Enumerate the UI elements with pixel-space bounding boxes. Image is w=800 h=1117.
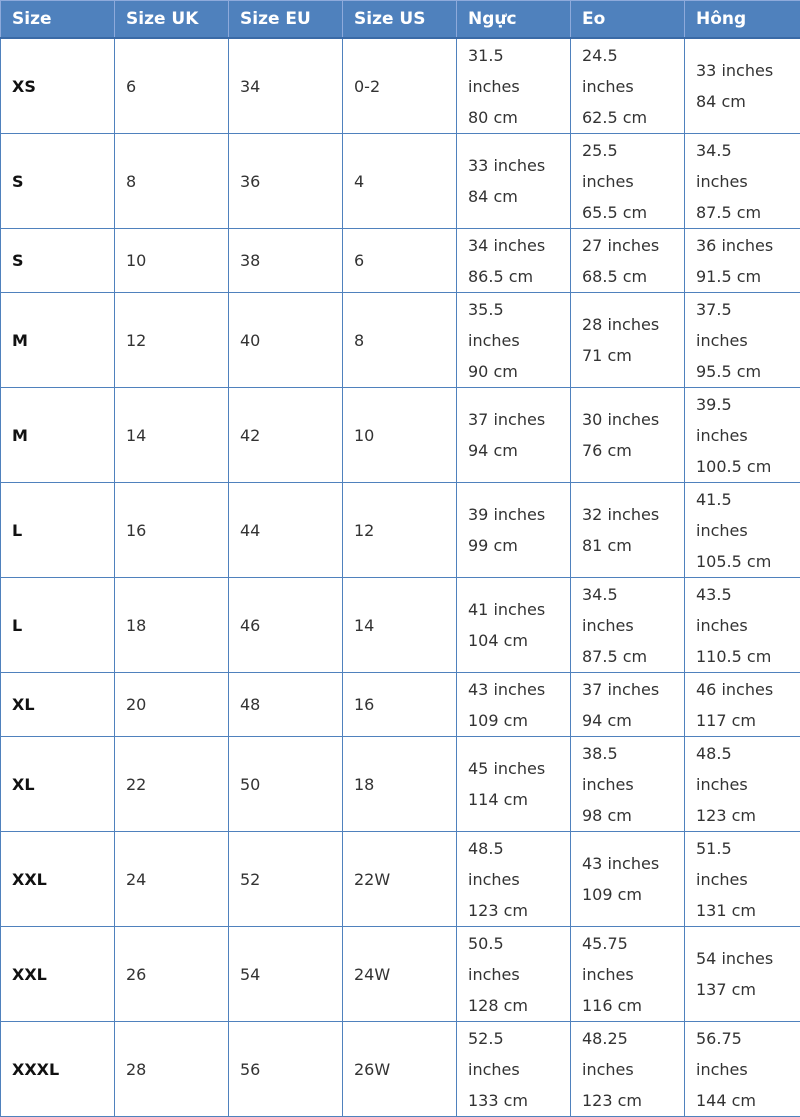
bust-cell [457, 737, 571, 832]
waist-line: 109 cm [582, 879, 684, 910]
size-cell: S [1, 229, 115, 293]
bust-line: 99 cm [468, 530, 570, 561]
size-eu-cell: 42 [229, 388, 343, 483]
hip-line: inches [696, 325, 800, 356]
hip-line: 87.5 cm [696, 197, 800, 228]
waist-line: 65.5 cm [582, 197, 684, 228]
hip-line: 41.5 [696, 484, 800, 515]
hip-cell [685, 388, 800, 483]
size-us-cell: 10 [343, 388, 457, 483]
bust-line: 128 cm [468, 990, 570, 1021]
table-row [1, 673, 800, 737]
hip-line: 39.5 [696, 389, 800, 420]
waist-line: 38.5 [582, 738, 684, 769]
table-row [1, 1022, 800, 1117]
header-bust: Ngực [457, 1, 571, 39]
waist-line: 48.25 [582, 1023, 684, 1054]
table-row [1, 927, 800, 1022]
bust-line: 34 inches [468, 230, 570, 261]
hip-line: 91.5 cm [696, 261, 800, 292]
bust-cell [457, 38, 571, 134]
hip-line: 105.5 cm [696, 546, 800, 577]
hip-line: inches [696, 769, 800, 800]
waist-line: inches [582, 959, 684, 990]
size-eu-cell: 44 [229, 483, 343, 578]
waist-cell [571, 673, 685, 737]
hip-cell [685, 38, 800, 134]
size-us-cell: 18 [343, 737, 457, 832]
table-row [1, 388, 800, 483]
size-us-cell: 12 [343, 483, 457, 578]
bust-line: 35.5 [468, 294, 570, 325]
size-eu-cell: 38 [229, 229, 343, 293]
size-cell: XS [1, 38, 115, 134]
hip-line: inches [696, 864, 800, 895]
hip-cell [685, 134, 800, 229]
hip-cell [685, 927, 800, 1022]
size-cell: XXL [1, 832, 115, 927]
header-waist: Eo [571, 1, 685, 39]
bust-line: 84 cm [468, 181, 570, 212]
hip-line: 54 inches [696, 943, 800, 974]
waist-line: 76 cm [582, 435, 684, 466]
bust-line: 48.5 [468, 833, 570, 864]
size-uk-cell: 20 [115, 673, 229, 737]
waist-line: 116 cm [582, 990, 684, 1021]
size-eu-cell: 36 [229, 134, 343, 229]
hip-line: 36 inches [696, 230, 800, 261]
size-cell: XXL [1, 927, 115, 1022]
bust-cell [457, 483, 571, 578]
header-size-uk: Size UK [115, 1, 229, 39]
table-row [1, 483, 800, 578]
bust-line: 31.5 [468, 40, 570, 71]
waist-line: 30 inches [582, 404, 684, 435]
size-us-cell: 26W [343, 1022, 457, 1117]
size-uk-cell: 6 [115, 38, 229, 134]
hip-line: 137 cm [696, 974, 800, 1005]
bust-cell [457, 388, 571, 483]
size-uk-cell: 24 [115, 832, 229, 927]
waist-line: 71 cm [582, 340, 684, 371]
size-us-cell: 24W [343, 927, 457, 1022]
hip-line: inches [696, 420, 800, 451]
hip-line: 37.5 [696, 294, 800, 325]
hip-line: 46 inches [696, 674, 800, 705]
size-cell: M [1, 293, 115, 388]
waist-line: inches [582, 610, 684, 641]
hip-cell [685, 578, 800, 673]
bust-line: 52.5 [468, 1023, 570, 1054]
waist-line: 94 cm [582, 705, 684, 736]
size-us-cell: 14 [343, 578, 457, 673]
bust-line: 39 inches [468, 499, 570, 530]
waist-cell [571, 483, 685, 578]
hip-line: 95.5 cm [696, 356, 800, 387]
hip-line: 84 cm [696, 86, 800, 117]
bust-line: 123 cm [468, 895, 570, 926]
bust-line: 114 cm [468, 784, 570, 815]
bust-line: inches [468, 71, 570, 102]
bust-cell [457, 927, 571, 1022]
header-hip: Hông [685, 1, 800, 39]
size-eu-cell: 34 [229, 38, 343, 134]
size-us-cell: 6 [343, 229, 457, 293]
size-eu-cell: 50 [229, 737, 343, 832]
size-uk-cell: 12 [115, 293, 229, 388]
waist-cell [571, 832, 685, 927]
waist-line: inches [582, 1054, 684, 1085]
hip-line: 51.5 [696, 833, 800, 864]
hip-cell [685, 483, 800, 578]
waist-cell [571, 293, 685, 388]
hip-line: 56.75 [696, 1023, 800, 1054]
table-row [1, 229, 800, 293]
bust-cell [457, 832, 571, 927]
hip-line: inches [696, 166, 800, 197]
bust-cell [457, 673, 571, 737]
size-us-cell: 16 [343, 673, 457, 737]
size-uk-cell: 22 [115, 737, 229, 832]
waist-line: inches [582, 769, 684, 800]
size-us-cell: 22W [343, 832, 457, 927]
hip-line: 33 inches [696, 55, 800, 86]
waist-line: 87.5 cm [582, 641, 684, 672]
size-cell: M [1, 388, 115, 483]
size-eu-cell: 56 [229, 1022, 343, 1117]
header-size: Size [1, 1, 115, 39]
bust-line: 43 inches [468, 674, 570, 705]
size-us-cell: 0-2 [343, 38, 457, 134]
waist-cell [571, 388, 685, 483]
size-uk-cell: 14 [115, 388, 229, 483]
bust-line: 37 inches [468, 404, 570, 435]
size-uk-cell: 10 [115, 229, 229, 293]
waist-cell [571, 1022, 685, 1117]
size-cell: XL [1, 737, 115, 832]
bust-line: 86.5 cm [468, 261, 570, 292]
header-row [1, 1, 800, 39]
waist-line: inches [582, 71, 684, 102]
bust-line: 50.5 [468, 928, 570, 959]
waist-cell [571, 927, 685, 1022]
size-eu-cell: 54 [229, 927, 343, 1022]
table-row [1, 293, 800, 388]
table-row [1, 134, 800, 229]
hip-line: inches [696, 1054, 800, 1085]
bust-line: 80 cm [468, 102, 570, 133]
size-cell: S [1, 134, 115, 229]
table-row [1, 832, 800, 927]
hip-line: 117 cm [696, 705, 800, 736]
waist-cell [571, 578, 685, 673]
waist-line: 37 inches [582, 674, 684, 705]
waist-line: 27 inches [582, 230, 684, 261]
size-us-cell: 8 [343, 293, 457, 388]
waist-cell [571, 38, 685, 134]
hip-line: 34.5 [696, 135, 800, 166]
bust-line: inches [468, 1054, 570, 1085]
waist-line: 28 inches [582, 309, 684, 340]
hip-line: 131 cm [696, 895, 800, 926]
hip-cell [685, 737, 800, 832]
bust-line: inches [468, 959, 570, 990]
bust-line: 90 cm [468, 356, 570, 387]
hip-line: 144 cm [696, 1085, 800, 1116]
size-eu-cell: 48 [229, 673, 343, 737]
bust-cell [457, 293, 571, 388]
bust-cell [457, 229, 571, 293]
bust-line: 133 cm [468, 1085, 570, 1116]
size-eu-cell: 52 [229, 832, 343, 927]
hip-line: 123 cm [696, 800, 800, 831]
waist-line: 24.5 [582, 40, 684, 71]
hip-cell [685, 832, 800, 927]
waist-line: 62.5 cm [582, 102, 684, 133]
hip-line: inches [696, 610, 800, 641]
bust-line: 41 inches [468, 594, 570, 625]
bust-cell [457, 578, 571, 673]
bust-cell [457, 134, 571, 229]
waist-line: 34.5 [582, 579, 684, 610]
waist-line: 81 cm [582, 530, 684, 561]
waist-line: inches [582, 166, 684, 197]
bust-cell [457, 1022, 571, 1117]
waist-line: 123 cm [582, 1085, 684, 1116]
hip-cell [685, 293, 800, 388]
size-uk-cell: 16 [115, 483, 229, 578]
bust-line: 33 inches [468, 150, 570, 181]
size-uk-cell: 26 [115, 927, 229, 1022]
size-uk-cell: 8 [115, 134, 229, 229]
hip-line: 110.5 cm [696, 641, 800, 672]
bust-line: 94 cm [468, 435, 570, 466]
waist-line: 98 cm [582, 800, 684, 831]
waist-cell [571, 737, 685, 832]
size-cell: L [1, 578, 115, 673]
size-eu-cell: 46 [229, 578, 343, 673]
table-body [1, 38, 800, 1117]
hip-cell [685, 229, 800, 293]
waist-line: 25.5 [582, 135, 684, 166]
table-row [1, 737, 800, 832]
hip-line: 43.5 [696, 579, 800, 610]
waist-line: 45.75 [582, 928, 684, 959]
hip-line: 48.5 [696, 738, 800, 769]
header-size-us: Size US [343, 1, 457, 39]
size-cell: XXXL [1, 1022, 115, 1117]
waist-line: 43 inches [582, 848, 684, 879]
waist-cell [571, 229, 685, 293]
bust-line: inches [468, 325, 570, 356]
waist-line: 68.5 cm [582, 261, 684, 292]
size-cell: XL [1, 673, 115, 737]
size-uk-cell: 18 [115, 578, 229, 673]
size-us-cell: 4 [343, 134, 457, 229]
size-cell: L [1, 483, 115, 578]
header-size-eu: Size EU [229, 1, 343, 39]
bust-line: 104 cm [468, 625, 570, 656]
hip-cell [685, 1022, 800, 1117]
size-eu-cell: 40 [229, 293, 343, 388]
waist-cell [571, 134, 685, 229]
size-uk-cell: 28 [115, 1022, 229, 1117]
hip-cell [685, 673, 800, 737]
bust-line: 109 cm [468, 705, 570, 736]
table-row [1, 38, 800, 134]
table-row [1, 578, 800, 673]
bust-line: inches [468, 864, 570, 895]
hip-line: 100.5 cm [696, 451, 800, 482]
bust-line: 45 inches [468, 753, 570, 784]
hip-line: inches [696, 515, 800, 546]
waist-line: 32 inches [582, 499, 684, 530]
